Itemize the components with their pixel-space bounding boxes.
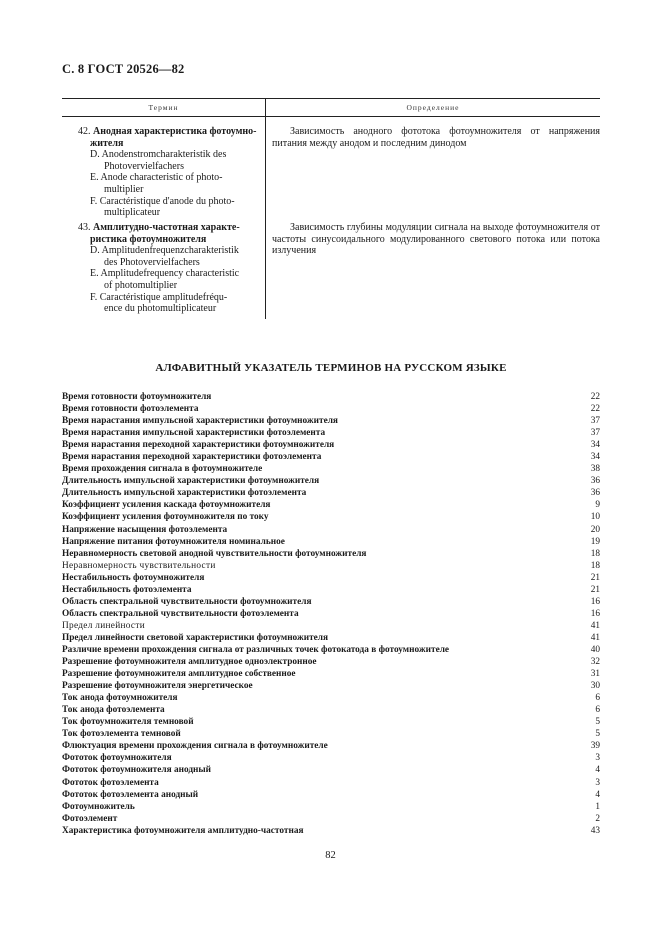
index-term: Время нарастания импульсной характеристики фотоумножителя xyxy=(62,416,338,427)
index-term: Коэффициент усиления фотоумножителя по току xyxy=(62,512,269,523)
term-number: 43. xyxy=(78,222,91,233)
term-column xyxy=(62,117,266,319)
index-term-number: 5 xyxy=(595,717,600,728)
term-ru: Анодная характеристика фотоумно- xyxy=(93,126,257,137)
page-number: 82 xyxy=(325,850,336,861)
index-term-number: 3 xyxy=(595,777,600,788)
index-item xyxy=(62,439,600,451)
definition-43: Зависимость глубины модуляции сигнала на выходе фотоумножителя от частоты синусоидального модулированного светового потока или потока излучения xyxy=(272,222,600,257)
index-term: Ток фотоумножителя темновой xyxy=(62,717,194,728)
index-term-number: 9 xyxy=(595,500,600,511)
table-header xyxy=(62,98,600,117)
index-term: Нестабильность фотоэлемента xyxy=(62,584,192,595)
index-item xyxy=(62,752,600,764)
term-de: D. Amplitudenfrequenzcharakteristik des Photovervielfachers xyxy=(90,245,239,268)
index-item xyxy=(62,427,600,439)
index-item xyxy=(62,716,600,728)
index-term: Характеристика фотоумножителя амплитудно-частотная xyxy=(62,825,304,836)
index-item xyxy=(62,391,600,403)
index-item xyxy=(62,704,600,716)
definition-42: Зависимость анодного фототока фотоумножителя от напряжения питания между анодом и последним динодом xyxy=(272,126,600,149)
index-term: Ток анода фотоэлемента xyxy=(62,705,165,716)
index-term-number: 19 xyxy=(590,536,600,547)
index-term: Фотоэлемент xyxy=(62,813,118,824)
index-term-number: 43 xyxy=(590,825,600,836)
term-ru: Амплитудно-частотная характе- xyxy=(93,222,240,233)
index-term: Фототок фотоэлемента анодный xyxy=(62,789,199,800)
index-item xyxy=(62,777,600,789)
index-item xyxy=(62,801,600,813)
term-number: 42. xyxy=(78,126,91,137)
index-term-number: 22 xyxy=(590,392,600,402)
index-term: Фототок фотоэлемента xyxy=(62,777,159,788)
index-term-number: 32 xyxy=(590,657,600,668)
index-item xyxy=(62,524,600,536)
index-item xyxy=(62,740,600,752)
index-term: Область спектральной чувствительности фотоумножителя xyxy=(62,596,312,607)
index-term: Длительность импульсной характеристики фотоэлемента xyxy=(62,488,307,499)
index-term-number: 40 xyxy=(590,644,600,655)
index-term: Напряжение насыщения фотоэлемента xyxy=(62,524,228,535)
term-entry-43 xyxy=(62,222,265,315)
index-item xyxy=(62,572,600,584)
index-term: Предел линейности xyxy=(62,620,145,631)
page-header: С. 8 ГОСТ 20526—82 xyxy=(62,62,185,76)
index-term-number: 6 xyxy=(595,693,600,704)
index-term-number: 1 xyxy=(595,801,600,812)
index-term-number: 22 xyxy=(590,404,600,415)
index-item xyxy=(62,475,600,487)
term-fr: F. Caractéristique amplitudefréqu- ence du photomultiplicateur xyxy=(90,291,228,315)
index-term: Напряжение питания фотоумножителя номинальное xyxy=(62,536,285,547)
index-term: Фототок фотоумножителя xyxy=(62,753,172,764)
index-item xyxy=(62,668,600,680)
index-term: Время нарастания переходной характеристики фотоэлемента xyxy=(62,452,322,463)
index-item xyxy=(62,487,600,499)
index-item xyxy=(62,728,600,740)
index-item xyxy=(62,764,600,776)
term-ru-cont: жителя xyxy=(90,137,124,149)
index-term-number: 36 xyxy=(590,476,600,487)
table-body xyxy=(62,117,600,319)
index-term-number: 4 xyxy=(595,765,600,776)
index-term-number: 38 xyxy=(590,464,600,475)
index-item xyxy=(62,536,600,548)
index-term-number: 3 xyxy=(595,753,600,764)
index-item xyxy=(62,403,600,415)
index-term: Время прохождения сигнала в фотоумножителе xyxy=(62,464,263,475)
index-item xyxy=(62,789,600,801)
index-term-number: 37 xyxy=(590,416,600,427)
index-term-number: 4 xyxy=(595,789,600,800)
index-term: Предел линейности световой характеристики фотоумножителя xyxy=(62,632,329,643)
index-item xyxy=(62,644,600,656)
index-term: Неравномерность чувствительности xyxy=(62,560,216,571)
index-item xyxy=(62,596,600,608)
index-term: Время нарастания импульсной характеристики фотоэлемента xyxy=(62,428,326,439)
term-de: D. Anodenstromcharakteristik des Photovervielfachers xyxy=(90,149,227,172)
index-item xyxy=(62,415,600,427)
index-term: Фототок фотоумножителя анодный xyxy=(62,765,212,776)
index-item xyxy=(62,813,600,825)
index-item xyxy=(62,608,600,620)
index-term-number: 21 xyxy=(590,584,600,595)
index-term: Время нарастания переходной характеристики фотоумножителя xyxy=(62,440,335,451)
term-ru-cont: ристика фотоумножителя xyxy=(90,233,207,245)
index-term: Время готовности фотоумножителя xyxy=(62,392,212,402)
index-term: Время готовности фотоэлемента xyxy=(62,404,199,415)
index-term-number: 36 xyxy=(590,488,600,499)
index-term-number: 10 xyxy=(590,512,600,523)
index-item xyxy=(62,511,600,523)
terms-table xyxy=(62,98,600,319)
index-item xyxy=(62,463,600,475)
index-item xyxy=(62,620,600,632)
index-item xyxy=(62,656,600,668)
index-term: Разрешение фотоумножителя амплитудное одноэлектронное xyxy=(62,657,317,668)
definition-column xyxy=(266,117,600,319)
index-term: Флюктуация времени прохождения сигнала в фотоумножителе xyxy=(62,741,328,752)
index-term-number: 41 xyxy=(590,620,600,631)
index-term: Неравномерность световой анодной чувствительности фотоумножителя xyxy=(62,548,367,559)
index-title: АЛФАВИТНЫЙ УКАЗАТЕЛЬ ТЕРМИНОВ НА РУССКОМ ЯЗЫКЕ xyxy=(155,362,507,374)
index-term: Фотоумножитель xyxy=(62,801,135,812)
index-item xyxy=(62,584,600,596)
column-header-term: Термин xyxy=(62,99,266,116)
index-term-number: 41 xyxy=(590,632,600,643)
term-en: E. Anode characteristic of photo- multiplier xyxy=(90,172,223,195)
index-term-number: 5 xyxy=(595,729,600,740)
index-term-number: 39 xyxy=(590,741,600,752)
index-term-number: 31 xyxy=(590,669,600,680)
index-term-number: 16 xyxy=(590,596,600,607)
index-item xyxy=(62,692,600,704)
index-term-number: 20 xyxy=(590,524,600,535)
index-term: Разрешение фотоумножителя амплитудное собственное xyxy=(62,669,296,680)
index-item xyxy=(62,632,600,644)
index-term-number: 16 xyxy=(590,608,600,619)
index-term: Нестабильность фотоумножителя xyxy=(62,572,205,583)
index-term: Ток анода фотоумножителя xyxy=(62,693,178,704)
index-term-number: 2 xyxy=(595,813,600,824)
index-list xyxy=(62,391,600,837)
index-term-number: 37 xyxy=(590,428,600,439)
index-item xyxy=(62,560,600,572)
index-term-number: 30 xyxy=(590,681,600,692)
index-term-number: 18 xyxy=(590,548,600,559)
index-term-number: 34 xyxy=(590,440,600,451)
index-term: Ток фотоэлемента темновой xyxy=(62,729,181,740)
term-entry-42 xyxy=(62,126,265,222)
index-item xyxy=(62,825,600,837)
index-term-number: 6 xyxy=(595,705,600,716)
index-term-number: 34 xyxy=(590,452,600,463)
index-term: Различие времени прохождения сигнала от различных точек фотокатода в фотоумножителе xyxy=(62,644,450,655)
index-item xyxy=(62,548,600,560)
term-fr: F. Caractéristique d'anode du photo- multiplicateur xyxy=(90,195,235,219)
index-term-number: 21 xyxy=(590,572,600,583)
term-en: E. Amplitudefrequency characteristic of photomultiplier xyxy=(90,268,240,291)
column-header-definition: Определение xyxy=(406,103,460,112)
index-item xyxy=(62,499,600,511)
index-term-number: 18 xyxy=(590,560,600,571)
index-item xyxy=(62,680,600,692)
index-term: Разрешение фотоумножителя энергетическое xyxy=(62,681,253,692)
index-term: Область спектральной чувствительности фотоэлемента xyxy=(62,608,299,619)
index-term: Коэффициент усиления каскада фотоумножителя xyxy=(62,500,271,511)
index-term: Длительность импульсной характеристики фотоумножителя xyxy=(62,476,320,487)
index-item xyxy=(62,451,600,463)
